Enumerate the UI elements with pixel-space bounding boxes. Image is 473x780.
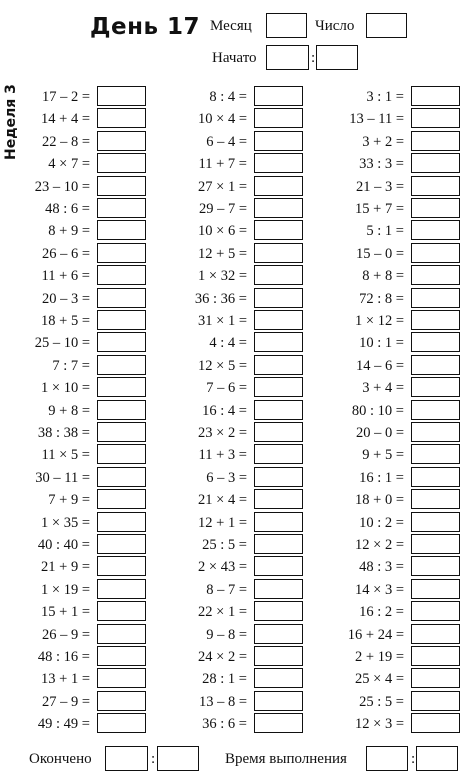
answer-box[interactable] [97, 646, 146, 666]
problem-expression: 10 × 6 = [198, 223, 247, 240]
problem-expression: 18 + 5 = [41, 313, 90, 329]
problem-row [312, 422, 460, 444]
problem-row [0, 713, 146, 735]
problem-expression: 22 × 1 = [198, 604, 247, 621]
duration-label: Время выполнения [225, 751, 347, 767]
problem-row [155, 467, 303, 489]
problem-expression: 9 + 8 = [48, 402, 90, 419]
problem-expression: 26 – 6 = [41, 245, 90, 262]
problem-row [155, 668, 303, 690]
problem-expression: 15 – 0 = [355, 245, 404, 262]
problem-expression: 20 – 0 = [355, 425, 404, 441]
answer-box[interactable] [97, 534, 146, 554]
started-minutes-field[interactable] [316, 45, 358, 70]
problem-row [155, 243, 303, 265]
problem-row [0, 512, 146, 534]
problem-expression: 38 : 38 = [37, 425, 90, 441]
answer-box[interactable] [97, 512, 146, 532]
problem-expression: 25 : 5 = [359, 693, 404, 710]
finished-hours-field[interactable] [105, 746, 148, 771]
problem-row [312, 646, 460, 668]
problem-expression: 1 × 32 = [198, 268, 247, 285]
problem-expression: 24 × 2 = [198, 649, 247, 665]
problem-row [312, 108, 460, 130]
problem-row [312, 556, 460, 578]
problem-expression: 16 : 2 = [359, 604, 404, 621]
problem-row [0, 220, 146, 242]
answer-box[interactable] [254, 310, 303, 330]
problem-row [312, 265, 460, 287]
problem-row [312, 310, 460, 332]
answer-box[interactable] [254, 624, 303, 644]
problem-expression: 8 : 4 = [209, 89, 247, 105]
started-hours-field[interactable] [266, 45, 309, 70]
answer-box[interactable] [254, 444, 303, 464]
answer-box[interactable] [97, 288, 146, 308]
problem-row [155, 579, 303, 601]
problem-row [312, 153, 460, 175]
answer-box[interactable] [97, 332, 146, 352]
problem-row [155, 86, 303, 108]
problem-expression: 72 : 8 = [359, 290, 404, 307]
problem-row [312, 86, 460, 108]
problem-expression: 20 – 3 = [41, 290, 90, 307]
problem-row [155, 377, 303, 399]
problem-expression: 49 : 49 = [37, 716, 90, 733]
answer-box[interactable] [411, 355, 460, 375]
answer-box[interactable] [411, 400, 460, 420]
problem-expression: 23 – 10 = [34, 178, 90, 195]
answer-box[interactable] [97, 198, 146, 218]
duration-colon: : [411, 751, 416, 767]
problem-row [0, 310, 146, 332]
problem-row [312, 355, 460, 377]
problem-row [312, 534, 460, 556]
problem-expression: 1 × 19 = [41, 581, 90, 598]
problem-row [312, 624, 460, 646]
problem-expression: 12 × 2 = [355, 537, 404, 553]
problem-row [155, 176, 303, 198]
problem-row [312, 579, 460, 601]
problem-expression: 9 – 8 = [206, 626, 247, 643]
answer-box[interactable] [97, 624, 146, 644]
answer-box[interactable] [411, 153, 460, 173]
problem-expression: 25 : 5 = [202, 537, 247, 553]
problem-row [155, 198, 303, 220]
problem-expression: 31 × 1 = [198, 313, 247, 329]
problem-expression: 13 + 1 = [41, 671, 90, 688]
answer-box[interactable] [411, 422, 460, 442]
problem-row [155, 265, 303, 287]
answer-box[interactable] [254, 534, 303, 554]
answer-box[interactable] [97, 310, 146, 330]
problem-expression: 12 + 5 = [198, 245, 247, 262]
problem-row [0, 332, 146, 354]
problem-expression: 48 : 3 = [359, 559, 404, 576]
answer-box[interactable] [411, 624, 460, 644]
answer-box[interactable] [254, 601, 303, 621]
problem-expression: 11 + 6 = [41, 268, 90, 285]
problem-row [155, 355, 303, 377]
problem-row [0, 243, 146, 265]
answer-box[interactable] [97, 489, 146, 509]
answer-box[interactable] [254, 153, 303, 173]
answer-box[interactable] [411, 467, 460, 487]
problem-expression: 30 – 11 = [35, 469, 90, 486]
problem-row [0, 131, 146, 153]
answer-box[interactable] [254, 691, 303, 711]
problem-expression: 3 + 4 = [362, 380, 404, 397]
problem-row [312, 288, 460, 310]
problem-expression: 11 + 7 = [198, 156, 247, 173]
problem-expression: 12 + 1 = [198, 514, 247, 531]
answer-box[interactable] [254, 556, 303, 576]
problem-expression: 9 + 5 = [362, 447, 404, 464]
problem-row [0, 534, 146, 556]
answer-box[interactable] [411, 556, 460, 576]
problem-expression: 12 × 3 = [355, 716, 404, 733]
answer-box[interactable] [97, 355, 146, 375]
problem-row [312, 512, 460, 534]
answer-box[interactable] [254, 355, 303, 375]
problem-expression: 27 × 1 = [198, 178, 247, 195]
answer-box[interactable] [97, 579, 146, 599]
problem-expression: 6 – 4 = [206, 133, 247, 150]
answer-box[interactable] [97, 713, 146, 733]
problem-expression: 4 × 7 = [48, 156, 90, 173]
problem-expression: 10 : 1 = [359, 335, 404, 352]
problem-expression: 13 – 8 = [198, 693, 247, 710]
answer-box[interactable] [97, 691, 146, 711]
answer-box[interactable] [254, 422, 303, 442]
problem-expression: 8 + 9 = [48, 223, 90, 240]
problem-row [312, 601, 460, 623]
answer-box[interactable] [254, 265, 303, 285]
problem-row [155, 624, 303, 646]
answer-box[interactable] [254, 512, 303, 532]
problem-row [0, 668, 146, 690]
answer-box[interactable] [411, 176, 460, 196]
problem-expression: 14 × 3 = [355, 581, 404, 598]
problem-expression: 48 : 6 = [45, 201, 90, 217]
problem-expression: 29 – 7 = [198, 201, 247, 217]
answer-box[interactable] [411, 601, 460, 621]
problem-row [155, 512, 303, 534]
answer-box[interactable] [254, 668, 303, 688]
answer-box[interactable] [411, 691, 460, 711]
problem-row [0, 489, 146, 511]
answer-box[interactable] [254, 377, 303, 397]
answer-box[interactable] [97, 108, 146, 128]
problem-row [312, 668, 460, 690]
answer-box[interactable] [254, 332, 303, 352]
problem-row [0, 108, 146, 130]
page-title: День 17 [90, 14, 201, 40]
answer-box[interactable] [411, 220, 460, 240]
problem-row [0, 691, 146, 713]
answer-box[interactable] [97, 556, 146, 576]
problem-expression: 15 + 1 = [41, 604, 90, 621]
answer-box[interactable] [411, 377, 460, 397]
problem-row [312, 489, 460, 511]
finished-colon: : [151, 751, 156, 767]
answer-box[interactable] [254, 288, 303, 308]
problem-row [0, 646, 146, 668]
problem-expression: 5 : 1 = [366, 223, 404, 240]
problem-expression: 11 × 5 = [41, 447, 90, 464]
answer-box[interactable] [97, 444, 146, 464]
problem-row [312, 131, 460, 153]
problem-row [155, 108, 303, 130]
problem-row [0, 444, 146, 466]
duration-minutes-field[interactable] [416, 746, 458, 771]
answer-box[interactable] [97, 422, 146, 442]
problem-expression: 22 – 8 = [41, 133, 90, 150]
problem-row [155, 534, 303, 556]
problem-row [312, 713, 460, 735]
answer-box[interactable] [411, 444, 460, 464]
problem-expression: 11 + 3 = [198, 447, 247, 464]
problem-expression: 2 × 43 = [198, 559, 247, 576]
answer-box[interactable] [254, 579, 303, 599]
problem-expression: 1 × 10 = [41, 380, 90, 397]
answer-box[interactable] [411, 243, 460, 263]
problem-row [155, 556, 303, 578]
problem-expression: 17 – 2 = [41, 89, 90, 105]
problem-row [0, 467, 146, 489]
problem-expression: 16 + 24 = [347, 626, 404, 643]
problem-expression: 36 : 6 = [202, 716, 247, 733]
problem-expression: 18 + 0 = [355, 492, 404, 509]
started-label: Начато [212, 50, 257, 66]
answer-box[interactable] [411, 198, 460, 218]
problem-row [155, 131, 303, 153]
day-label: Число [315, 18, 355, 34]
answer-box[interactable] [97, 131, 146, 151]
problem-row [155, 332, 303, 354]
answer-box[interactable] [254, 489, 303, 509]
problem-row [312, 377, 460, 399]
duration-hours-field[interactable] [366, 746, 408, 771]
problem-expression: 7 + 9 = [48, 492, 90, 509]
answer-box[interactable] [97, 176, 146, 196]
problem-row [155, 489, 303, 511]
problem-row [155, 400, 303, 422]
answer-box[interactable] [254, 467, 303, 487]
problem-expression: 23 × 2 = [198, 425, 247, 441]
answer-box[interactable] [254, 400, 303, 420]
problem-expression: 33 : 3 = [359, 156, 404, 173]
problem-expression: 15 + 7 = [355, 201, 404, 217]
problem-row [312, 444, 460, 466]
problem-expression: 10 × 4 = [198, 111, 247, 128]
answer-box[interactable] [254, 108, 303, 128]
problem-expression: 8 – 7 = [206, 581, 247, 598]
problem-row [0, 265, 146, 287]
problem-expression: 48 : 16 = [37, 649, 90, 665]
problem-row [155, 288, 303, 310]
answer-box[interactable] [254, 220, 303, 240]
answer-box[interactable] [97, 265, 146, 285]
week-label: Неделя 3 [3, 84, 19, 160]
answer-box[interactable] [254, 198, 303, 218]
problem-expression: 14 + 4 = [41, 111, 90, 128]
problem-expression: 21 – 3 = [355, 178, 404, 195]
problem-expression: 12 × 5 = [198, 357, 247, 374]
problem-row [155, 422, 303, 444]
problem-expression: 14 – 6 = [355, 357, 404, 374]
problem-row [155, 601, 303, 623]
problem-expression: 1 × 12 = [355, 313, 404, 329]
answer-box[interactable] [411, 534, 460, 554]
answer-box[interactable] [411, 332, 460, 352]
month-field[interactable] [266, 13, 307, 38]
problem-row [0, 153, 146, 175]
problem-expression: 8 + 8 = [362, 268, 404, 285]
problem-row [155, 646, 303, 668]
problem-expression: 4 : 4 = [209, 335, 247, 352]
answer-box[interactable] [254, 713, 303, 733]
answer-box[interactable] [97, 86, 146, 106]
answer-box[interactable] [411, 579, 460, 599]
problem-expression: 25 – 10 = [34, 335, 90, 352]
answer-box[interactable] [97, 467, 146, 487]
started-colon: : [311, 50, 316, 66]
problem-expression: 36 : 36 = [194, 290, 247, 307]
answer-box[interactable] [97, 377, 146, 397]
problem-row [155, 220, 303, 242]
month-label: Месяц [210, 18, 252, 34]
problem-row [312, 467, 460, 489]
problem-row [0, 86, 146, 108]
problem-row [155, 713, 303, 735]
answer-box[interactable] [254, 131, 303, 151]
problem-row [0, 198, 146, 220]
problem-row [312, 220, 460, 242]
problem-row [312, 332, 460, 354]
answer-box[interactable] [411, 512, 460, 532]
answer-box[interactable] [97, 400, 146, 420]
problem-row [155, 310, 303, 332]
problem-expression: 13 – 11 = [349, 111, 404, 128]
problem-expression: 6 – 3 = [206, 469, 247, 486]
answer-box[interactable] [97, 243, 146, 263]
problem-expression: 10 : 2 = [359, 514, 404, 531]
problem-expression: 7 : 7 = [52, 357, 90, 374]
problem-row [312, 176, 460, 198]
problem-expression: 2 + 19 = [355, 649, 404, 665]
problem-row [0, 601, 146, 623]
problem-expression: 26 – 9 = [41, 626, 90, 643]
problem-row [155, 153, 303, 175]
answer-box[interactable] [411, 489, 460, 509]
problem-row [0, 624, 146, 646]
problem-expression: 7 – 6 = [206, 380, 247, 397]
answer-box[interactable] [254, 646, 303, 666]
problem-expression: 16 : 4 = [202, 402, 247, 419]
answer-box[interactable] [411, 310, 460, 330]
answer-box[interactable] [411, 265, 460, 285]
problem-row [155, 444, 303, 466]
problem-row [312, 198, 460, 220]
problem-expression: 1 × 35 = [41, 514, 90, 531]
answer-box[interactable] [97, 220, 146, 240]
problem-expression: 3 : 1 = [366, 89, 404, 105]
day-field[interactable] [366, 13, 407, 38]
problem-row [0, 422, 146, 444]
problem-expression: 80 : 10 = [351, 402, 404, 419]
answer-box[interactable] [411, 131, 460, 151]
answer-box[interactable] [97, 153, 146, 173]
problem-expression: 40 : 40 = [37, 537, 90, 553]
problem-row [0, 579, 146, 601]
finished-minutes-field[interactable] [157, 746, 199, 771]
problem-row [0, 377, 146, 399]
problem-expression: 27 – 9 = [41, 693, 90, 710]
answer-box[interactable] [254, 176, 303, 196]
problem-row [0, 355, 146, 377]
answer-box[interactable] [97, 668, 146, 688]
finished-label: Окончено [29, 751, 92, 767]
problem-row [155, 691, 303, 713]
problem-expression: 28 : 1 = [202, 671, 247, 688]
problem-expression: 25 × 4 = [355, 671, 404, 688]
answer-box[interactable] [254, 243, 303, 263]
problem-row [0, 288, 146, 310]
answer-box[interactable] [411, 668, 460, 688]
answer-box[interactable] [97, 601, 146, 621]
answer-box[interactable] [411, 713, 460, 733]
problem-row [0, 176, 146, 198]
problem-row [312, 400, 460, 422]
problem-expression: 3 + 2 = [362, 133, 404, 150]
answer-box[interactable] [411, 108, 460, 128]
problem-row [312, 243, 460, 265]
problem-expression: 21 + 9 = [41, 559, 90, 576]
problem-row [312, 691, 460, 713]
problem-expression: 16 : 1 = [359, 469, 404, 486]
problem-row [0, 400, 146, 422]
problem-row [0, 556, 146, 578]
answer-box[interactable] [411, 86, 460, 106]
answer-box[interactable] [411, 646, 460, 666]
answer-box[interactable] [254, 86, 303, 106]
problem-expression: 21 × 4 = [198, 492, 247, 509]
answer-box[interactable] [411, 288, 460, 308]
